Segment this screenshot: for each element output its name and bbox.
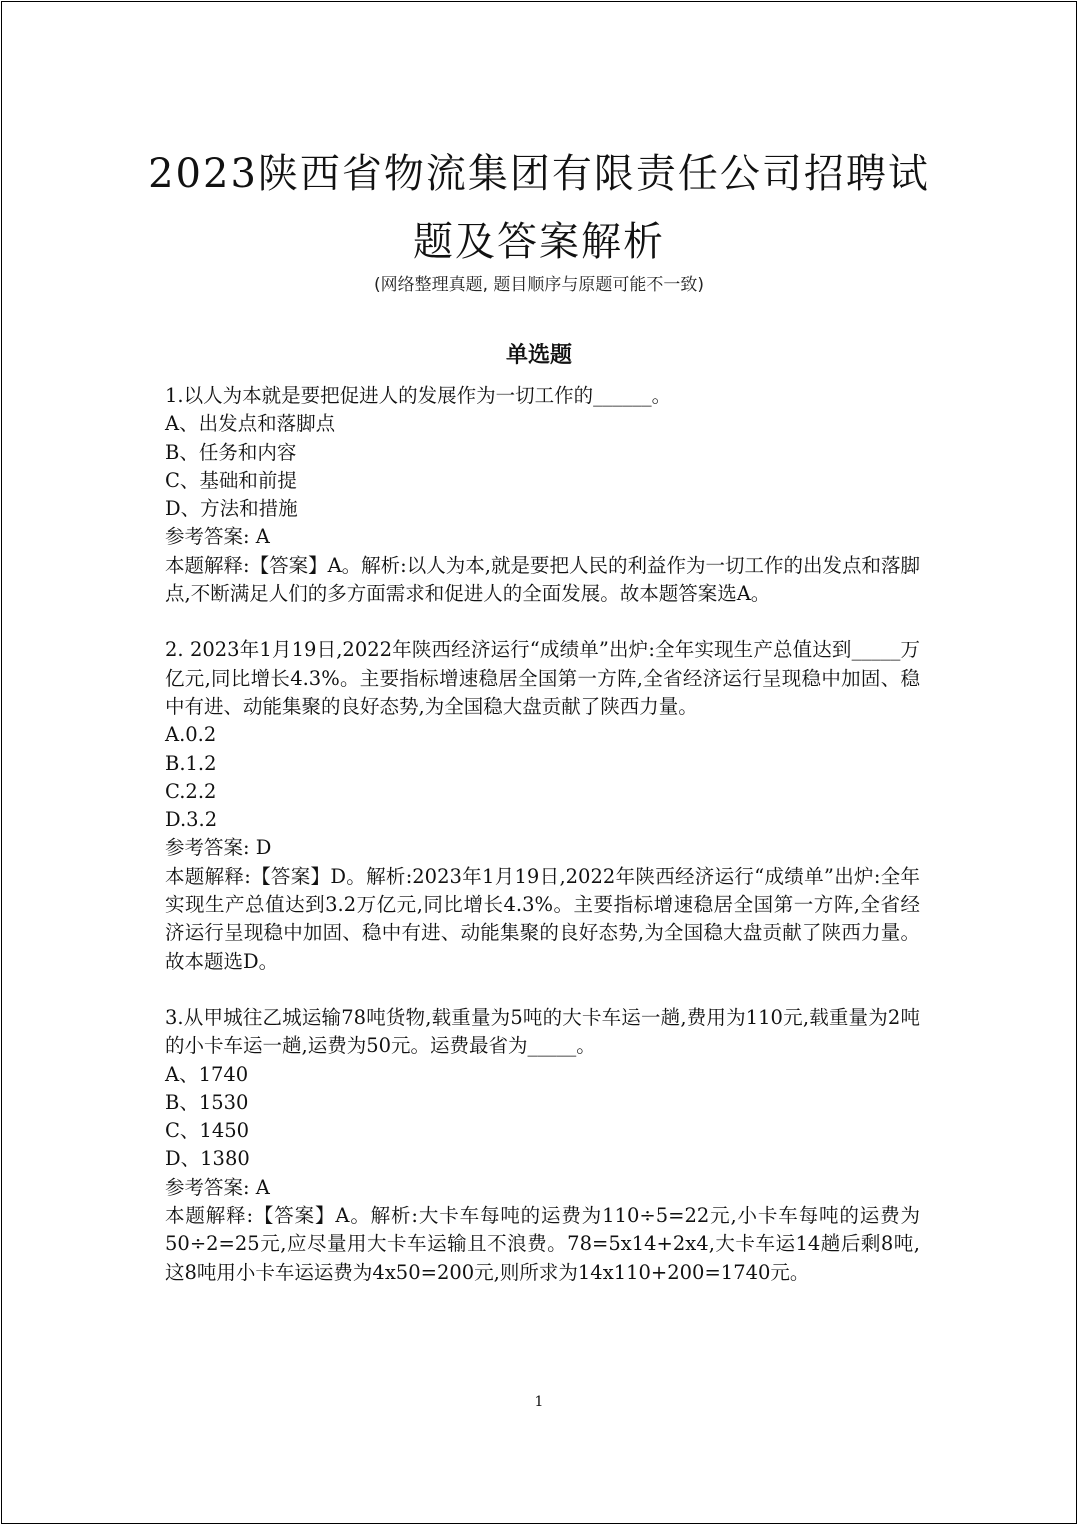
option-b: B.1.2 <box>165 751 217 775</box>
option-a: A、出发点和落脚点 <box>165 412 336 436</box>
option-a: A.0.2 <box>165 723 217 747</box>
option-d: D、1380 <box>165 1147 250 1171</box>
page-subtitle: (网络整理真题, 题目顺序与原题可能不一致) <box>373 275 705 295</box>
page-title-line2: 题及答案解析 <box>413 219 665 265</box>
option-c: C.2.2 <box>165 779 217 803</box>
answer-explanation: 本题解释:【答案】D。解析:2023年1月19日,2022年陕西经济运行“成绩单”出炉:全年实现生产总值达到3.2万亿元,同比增长4.3%。主要指标增速稳居全国第一方阵,全省经济运行呈现稳中加固、稳中有进、动能集聚的良好态势,为全国稳大盘贡献了陕西力量。故本题选D。 <box>165 864 920 973</box>
page-title-line1: 2023陕西省物流集团有限责任公司招聘试 <box>148 151 930 197</box>
question-stem: 2. 2023年1月19日,2022年陕西经济运行“成绩单”出炉:全年实现生产总值达到_____万亿元,同比增长4.3%。主要指标增速稳居全国第一方阵,全省经济运行呈现稳中加固、稳中有进、动能集聚的良好态势,为全国稳大盘贡献了陕西力量。 <box>165 638 920 718</box>
option-c: C、基础和前提 <box>165 468 297 492</box>
reference-answer: 参考答案: A <box>165 1175 270 1199</box>
page-number: 1 <box>534 1394 544 1410</box>
question-1 <box>165 382 920 608</box>
option-b: B、1530 <box>165 1090 249 1114</box>
question-2 <box>165 636 920 976</box>
document-page <box>1 1 1077 1524</box>
option-d: D.3.2 <box>165 808 218 832</box>
answer-explanation: 本题解释:【答案】A。解析:以人为本,就是要把人民的利益作为一切工作的出发点和落脚点,不断满足人们的多方面需求和促进人的全面发展。故本题答案选A。 <box>165 553 920 606</box>
option-c: C、1450 <box>165 1119 250 1143</box>
option-d: D、方法和措施 <box>165 497 298 521</box>
section-title: 单选题 <box>505 343 572 368</box>
answer-explanation: 本题解释:【答案】A。解析:大卡车每吨的运费为110÷5=22元,小卡车每吨的运费为50÷2=25元,应尽量用大卡车运输且不浪费。78=5x14+2x4,大卡车运14趟后剩8吨,这8吨用小卡车运运费为4x50=200元,则所求为14x110+200=1740元。 <box>165 1204 920 1284</box>
question-list <box>165 382 920 1287</box>
question-stem: 1.以人为本就是要把促进人的发展作为一切工作的______。 <box>165 384 672 407</box>
reference-answer: 参考答案: D <box>165 836 272 860</box>
option-b: B、任务和内容 <box>165 440 297 464</box>
reference-answer: 参考答案: A <box>165 525 270 549</box>
question-stem: 3.从甲城往乙城运输78吨货物,载重量为5吨的大卡车运一趟,费用为110元,载重量为2吨的小卡车运一趟,运费为50元。运费最省为_____。 <box>165 1005 920 1058</box>
option-a: A、1740 <box>165 1062 249 1086</box>
question-3 <box>165 1004 920 1287</box>
